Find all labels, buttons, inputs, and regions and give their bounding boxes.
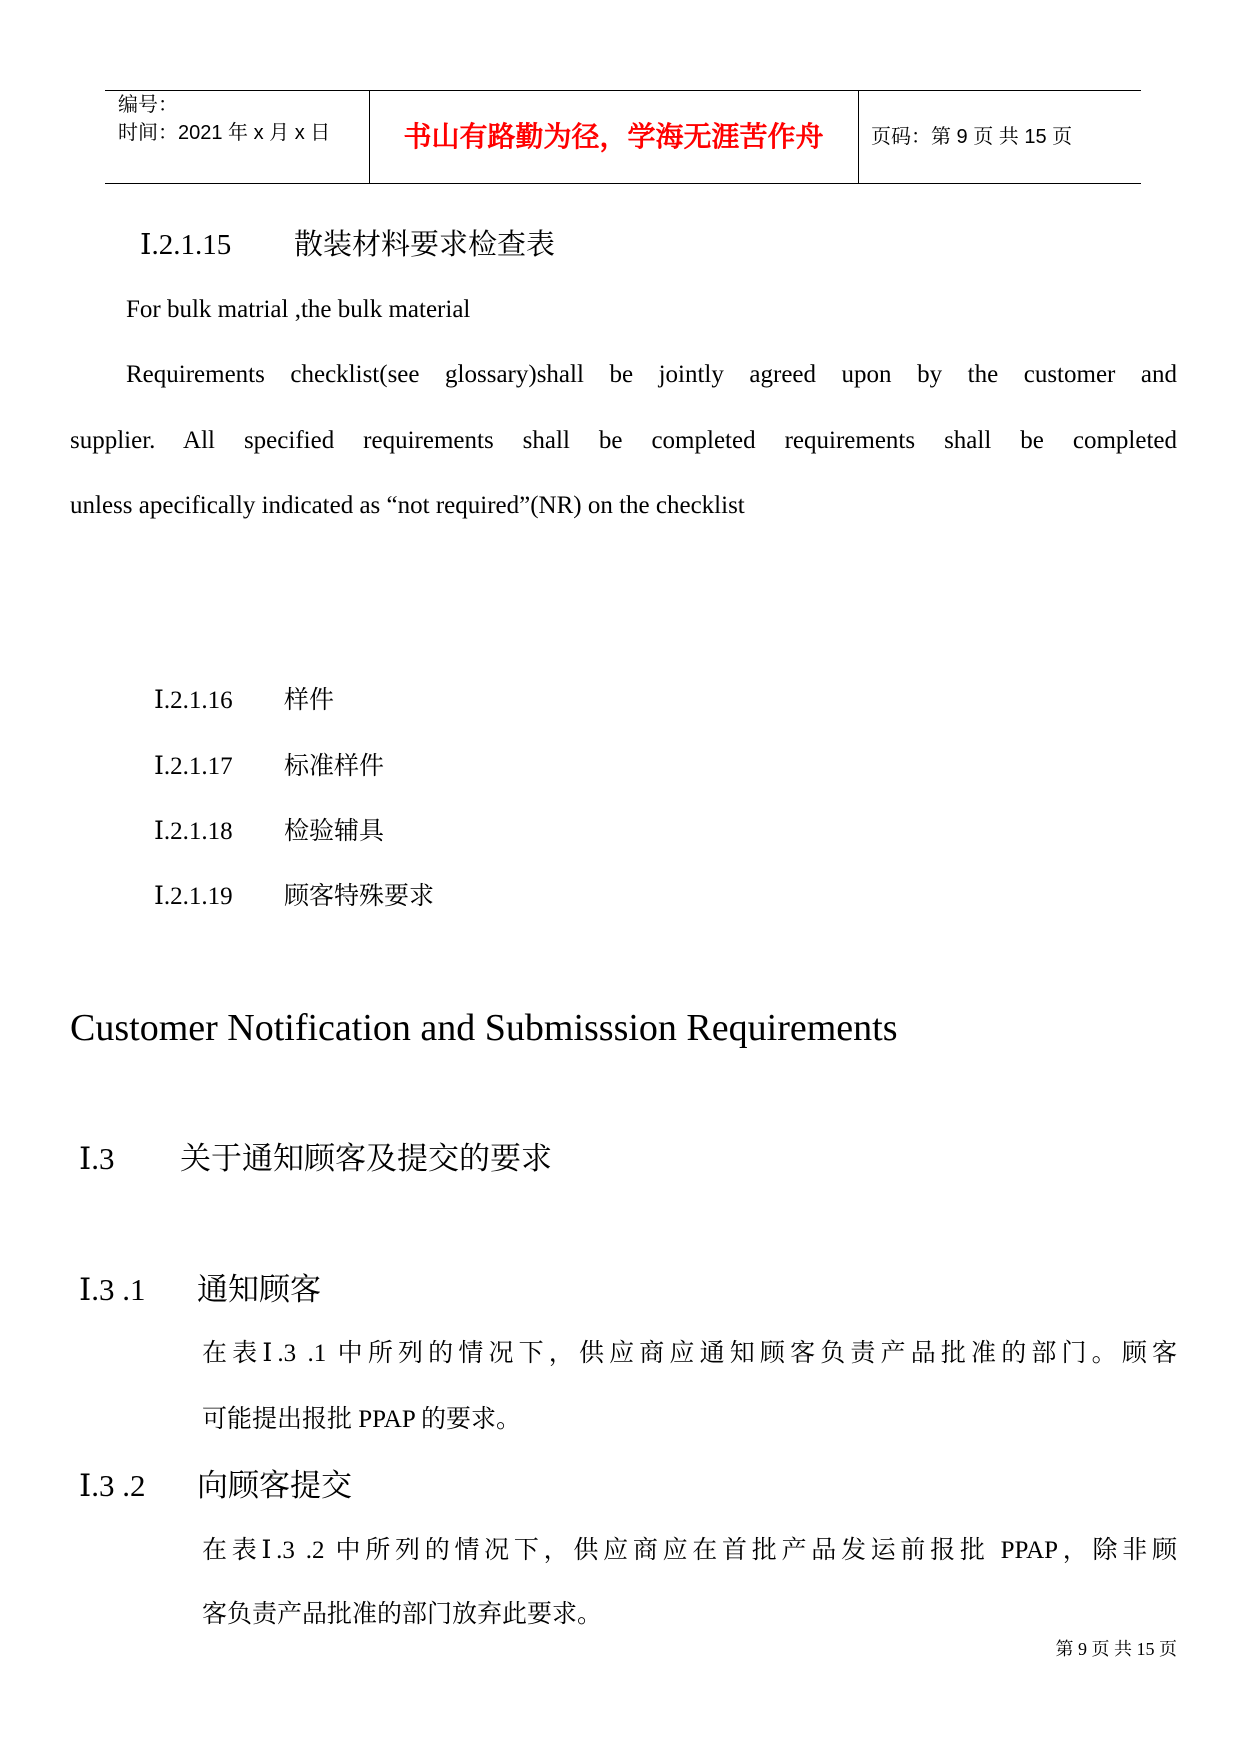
list-item-title: 标准样件 bbox=[284, 753, 385, 780]
section-3-1-number: Ⅰ.3 .1 bbox=[79, 1272, 146, 1307]
section-3-1-title: 通知顾客 bbox=[197, 1272, 321, 1307]
paragraph-line: For bulk matrial ,the bulk material bbox=[126, 296, 471, 323]
list-item-number: Ⅰ.2.1.19 bbox=[154, 883, 233, 910]
list-item-title: 样件 bbox=[284, 687, 335, 714]
paragraph-line: supplier. All specified requirements shall be completed requirements shall be completed bbox=[70, 427, 1177, 454]
section-2-1-15-title: 散装材料要求检查表 bbox=[294, 229, 556, 261]
header-divider-right bbox=[858, 90, 859, 183]
document-number-label: 编号： bbox=[118, 94, 178, 116]
section-2-1-15-number: Ⅰ.2.1.15 bbox=[140, 229, 232, 261]
paragraph-line: 在表Ⅰ.3 .1 中所列的情况下，供应商应通知顾客负责产品批准的部门。顾客 bbox=[202, 1340, 1177, 1367]
list-item-number: Ⅰ.2.1.17 bbox=[154, 753, 233, 780]
paragraph-line: 客负责产品批准的部门放弃此要求。 bbox=[202, 1601, 603, 1628]
list-item-title: 检验辅具 bbox=[284, 818, 385, 845]
header-top-rule bbox=[105, 90, 1141, 91]
section-3-title: 关于通知顾客及提交的要求 bbox=[180, 1141, 552, 1176]
page-footer: 第 9 页 共 15 页 bbox=[1055, 1639, 1177, 1659]
paragraph-line: 可能提出报批 PPAP 的要求。 bbox=[202, 1406, 522, 1433]
section-3-2-title: 向顾客提交 bbox=[197, 1468, 352, 1503]
list-item-title: 顾客特殊要求 bbox=[284, 883, 435, 910]
header-motto: 书山有路勤为径，学海无涯苦作舟 bbox=[403, 120, 824, 153]
header-bottom-rule bbox=[105, 183, 1141, 184]
section-3-number: Ⅰ.3 bbox=[79, 1141, 115, 1176]
english-heading: Customer Notification and Submisssion Requirements bbox=[70, 1007, 898, 1049]
paragraph-line: Requirements checklist(see glossary)shall be jointly agreed upon by the customer and bbox=[126, 361, 1177, 388]
header-page-info: 页码：第 9 页 共 15 页 bbox=[871, 126, 1073, 148]
list-item-number: Ⅰ.2.1.18 bbox=[154, 818, 233, 845]
paragraph-line: unless apecifically indicated as “not required”(NR) on the checklist bbox=[70, 492, 745, 519]
section-3-2-number: Ⅰ.3 .2 bbox=[79, 1468, 146, 1503]
paragraph-line: 在表Ⅰ.3 .2 中所列的情况下，供应商应在首批产品发运前报批 PPAP，除非顾 bbox=[202, 1537, 1177, 1564]
document-time-label: 时间：2021 年 x 月 x 日 bbox=[118, 122, 331, 144]
list-item-number: Ⅰ.2.1.16 bbox=[154, 687, 233, 714]
